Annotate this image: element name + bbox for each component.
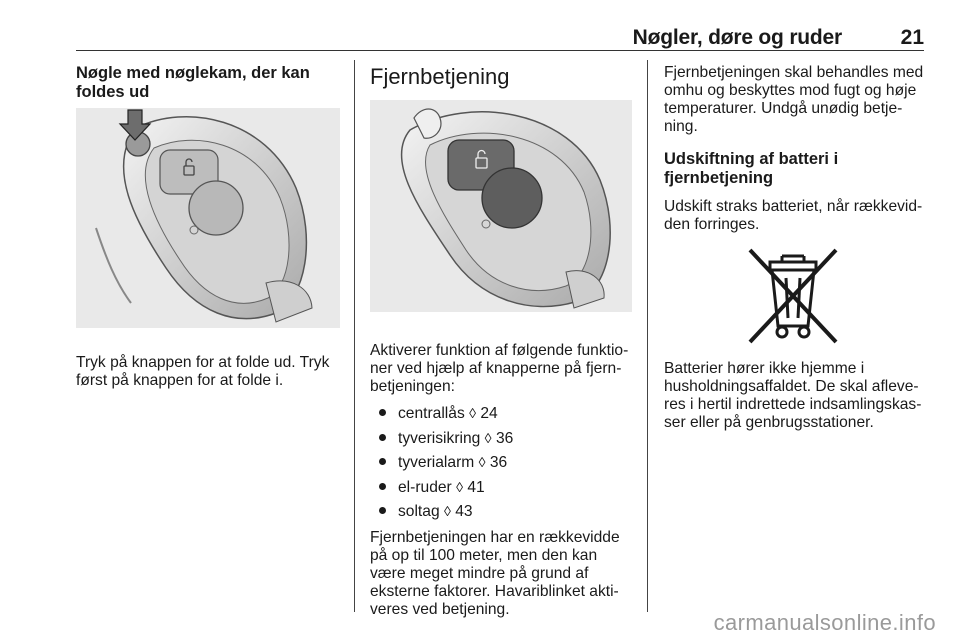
list-item: tyverialarm ◊ 36 — [370, 453, 632, 478]
list-item: tyverisikring ◊ 36 — [370, 429, 632, 454]
reference-arrow-icon: ◊ — [478, 454, 486, 470]
text-line: omhu og beskyttes mod fugt og høje — [664, 82, 917, 99]
text-line: Udskift straks batteriet, når rækkevid- — [664, 198, 923, 215]
text-line: på op til 100 meter, men den kan — [370, 546, 598, 564]
battery-text — [664, 198, 926, 234]
text-line: Fjernbetjeningen skal behandles med — [664, 64, 924, 81]
text-line: ser eller på genbrugsstationer. — [664, 414, 874, 431]
heading-line: fjernbetjening — [664, 169, 774, 187]
text-line: Fjernbetjeningen har en rækkevidde — [370, 528, 620, 546]
page-reference-link[interactable]: 24 — [480, 405, 498, 422]
fold-key-heading — [76, 64, 344, 102]
column-divider — [647, 60, 648, 612]
bullet-icon — [379, 434, 386, 441]
text-line: den forringes. — [664, 216, 760, 233]
watermark-link[interactable]: carmanualsonline.info — [713, 610, 936, 635]
remote-illustration — [370, 100, 632, 312]
text-line: res i hertil indrettede indsamlingskas- — [664, 396, 922, 413]
heading-line: foldes ud — [76, 83, 150, 101]
care-text — [664, 64, 926, 136]
remote-intro — [370, 342, 632, 396]
page-reference-link[interactable]: 36 — [495, 429, 514, 447]
text-line: betjeningen: — [370, 378, 455, 395]
bullet-icon — [379, 483, 386, 490]
heading-line: Udskiftning af batteri i — [664, 150, 839, 168]
list-item: el-ruder ◊ 41 — [370, 478, 632, 503]
column-middle — [370, 64, 632, 619]
text-line: temperaturer. Undgå unødig betje- — [664, 100, 903, 117]
reference-arrow-icon: ◊ — [484, 429, 492, 446]
text-line: husholdningsaffaldet. De skal afleve- — [664, 378, 919, 395]
folding-key-illustration — [76, 108, 340, 328]
text-line: eksterne faktorer. Havariblinket akti- — [370, 582, 619, 600]
text-line: Aktiverer funktion af følgende funktio- — [370, 342, 629, 359]
page-number: 21 — [900, 26, 924, 49]
text-line: først på knappen for at folde i. — [76, 372, 284, 389]
reference-arrow-icon: ◊ — [469, 405, 477, 421]
column-right — [664, 64, 926, 432]
text-line: være meget mindre på grund af — [370, 564, 589, 582]
battery-heading — [664, 150, 926, 188]
page-header — [76, 26, 924, 51]
fold-key-text — [76, 354, 344, 390]
bullet-icon — [379, 458, 386, 465]
reference-arrow-icon: ◊ — [456, 478, 463, 495]
list-item: soltag ◊ 43 — [370, 502, 632, 527]
page-reference-link[interactable]: 41 — [467, 478, 485, 496]
column-divider — [354, 60, 355, 612]
remote-heading: Fjernbetjening — [370, 64, 510, 89]
function-list — [370, 404, 632, 527]
reference-arrow-icon: ◊ — [443, 503, 451, 519]
bullet-icon — [379, 409, 386, 416]
page-reference-link[interactable]: 43 — [455, 503, 473, 520]
text-line: Tryk på knappen for at folde ud. Tryk — [76, 354, 330, 371]
section-title: Nøgler, døre og ruder — [632, 26, 842, 49]
heading-line: Nøgle med nøglekam, der kan — [76, 64, 310, 82]
text-line: veres ved betjening. — [370, 600, 510, 618]
column-left — [76, 64, 344, 390]
page-reference-link[interactable]: 36 — [489, 454, 508, 471]
bullet-icon — [379, 507, 386, 514]
text-line: ner ved hjælp af knapperne på fjern- — [370, 360, 622, 377]
remote-range-text — [370, 529, 632, 619]
text-line: Batterier hører ikke hjemme i — [664, 360, 865, 377]
list-item: centrallås ◊ 24 — [370, 404, 632, 429]
disposal-text — [664, 360, 926, 432]
recycle-bin-icon — [742, 244, 844, 348]
text-line: ning. — [664, 118, 698, 135]
